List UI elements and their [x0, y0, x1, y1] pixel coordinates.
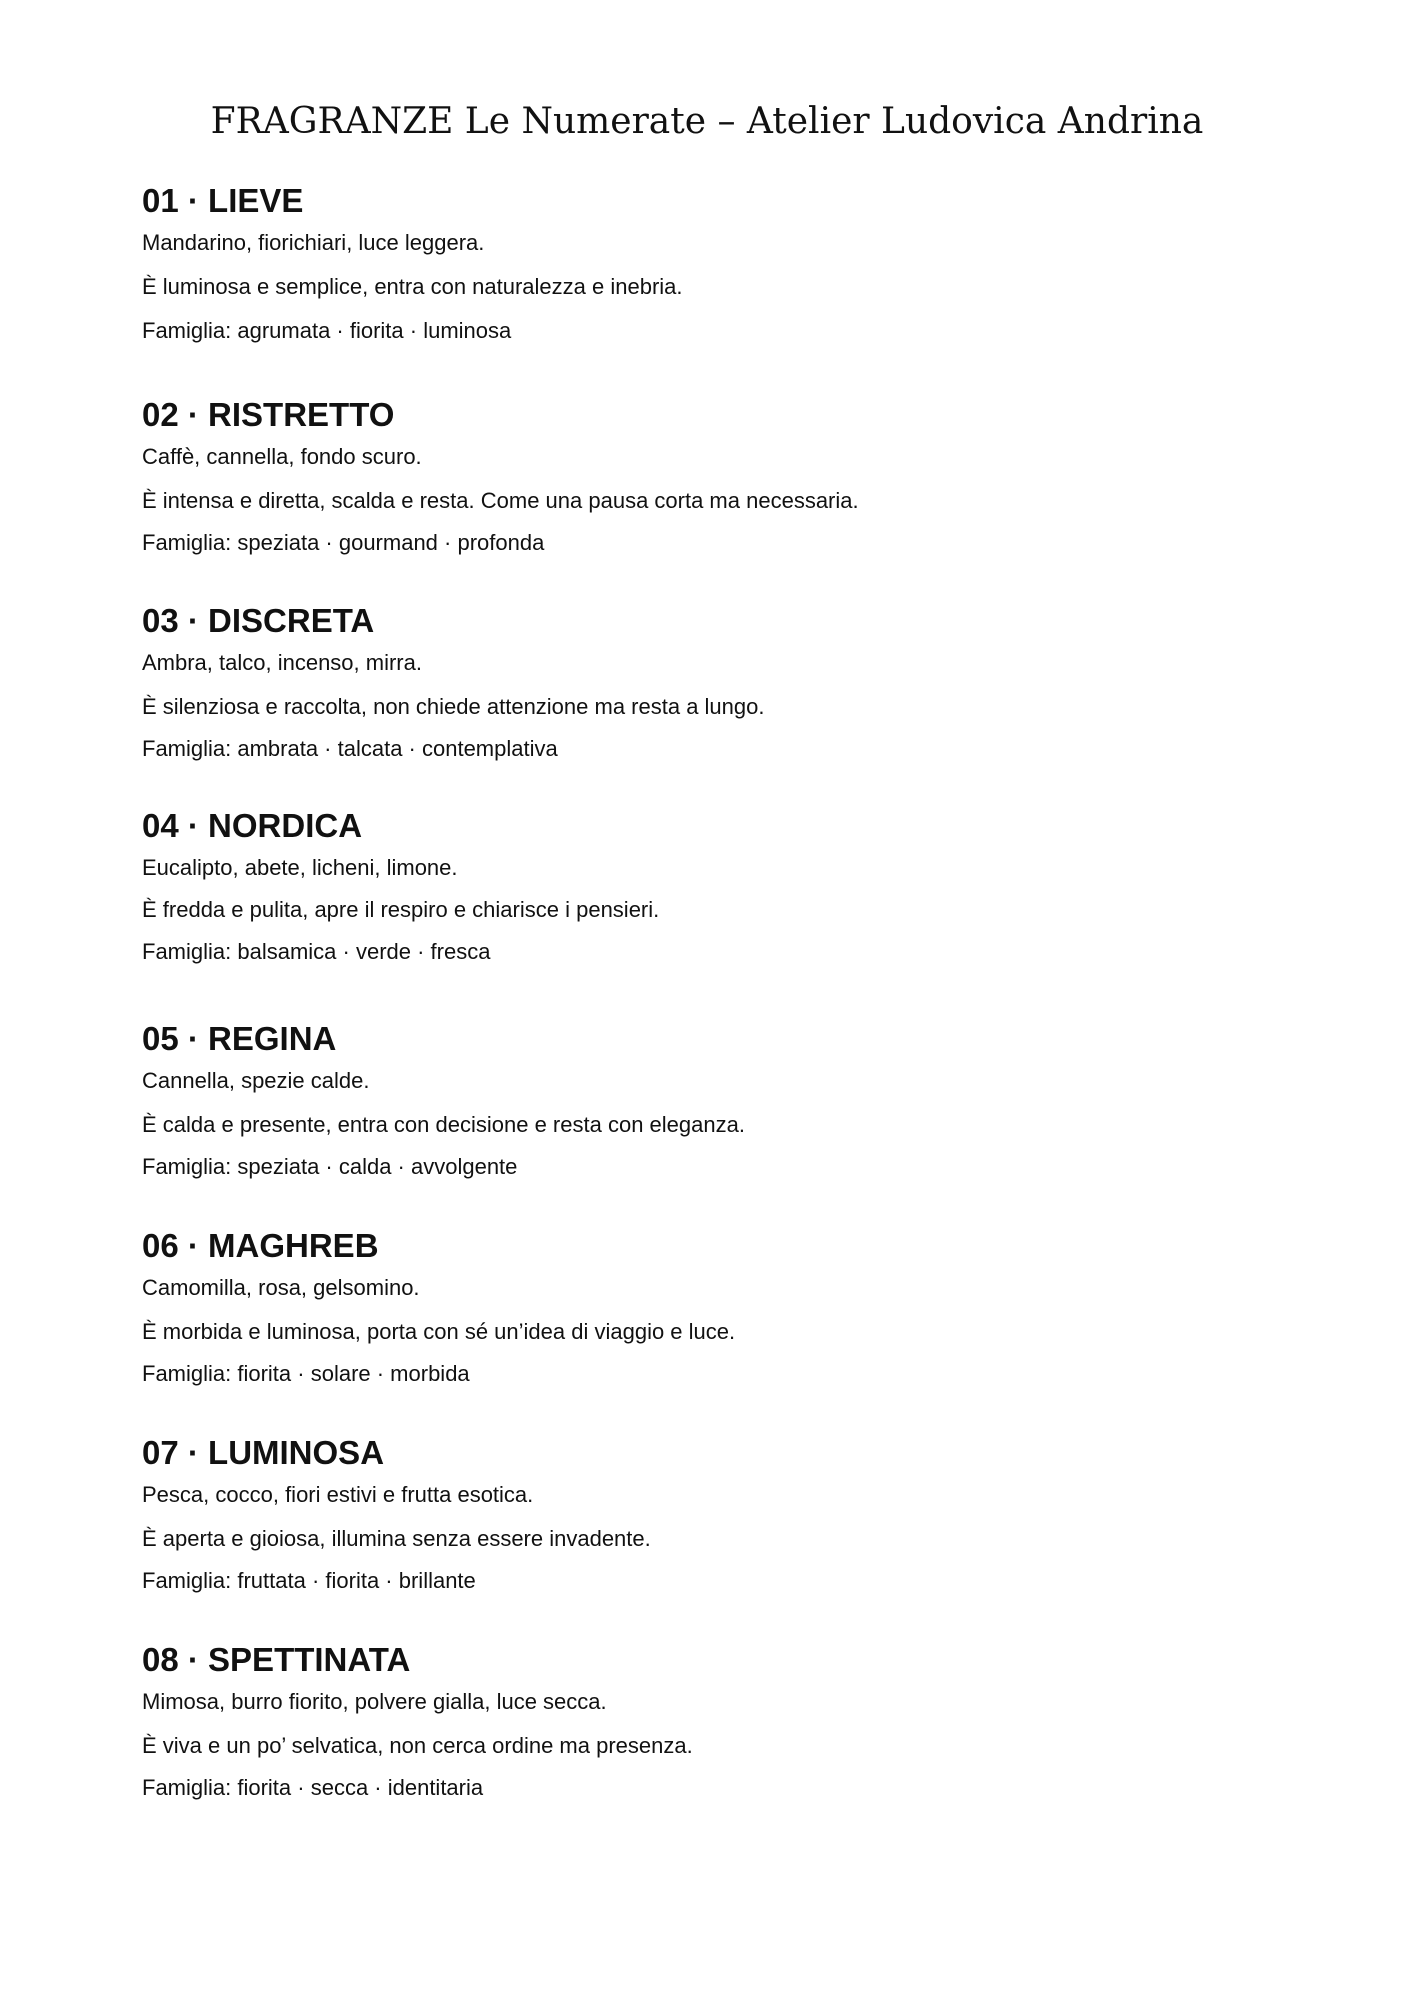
fragrance-description: È silenziosa e raccolta, non chiede attenzione ma resta a lungo. [142, 694, 765, 719]
fragrance-family: Famiglia: speziata · gourmand · profonda [142, 530, 545, 555]
fragrance-heading: 02 · RISTRETTO [142, 396, 395, 433]
fragrance-family: Famiglia: balsamica · verde · fresca [142, 939, 491, 964]
fragrance-heading: 08 · SPETTINATA [142, 1641, 411, 1678]
fragrance-description: È intensa e diretta, scalda e resta. Come una pausa corta ma necessaria. [142, 488, 859, 513]
fragrance-entry-06 [142, 1226, 1272, 1387]
fragrance-entry-07 [142, 1433, 1272, 1594]
fragrance-heading: 07 · LUMINOSA [142, 1434, 385, 1471]
fragrance-notes: Camomilla, rosa, gelsomino. [142, 1275, 420, 1300]
fragrance-notes: Cannella, spezie calde. [142, 1068, 370, 1093]
fragrance-description: È aperta e gioiosa, illumina senza essere invadente. [142, 1526, 651, 1551]
fragrance-notes: Eucalipto, abete, licheni, limone. [142, 855, 458, 880]
fragrance-entry-03 [142, 601, 1272, 762]
fragrance-description: È luminosa e semplice, entra con naturalezza e inebria. [142, 274, 683, 299]
page-title: FRAGRANZE Le Numerate – Atelier Ludovica Andrina [210, 101, 1204, 142]
fragrance-description: È calda e presente, entra con decisione e resta con eleganza. [142, 1112, 745, 1137]
fragrance-heading: 06 · MAGHREB [142, 1227, 379, 1264]
fragrance-notes: Ambra, talco, incenso, mirra. [142, 650, 422, 675]
fragrance-family: Famiglia: fruttata · fiorita · brillante [142, 1568, 476, 1593]
fragrance-notes: Pesca, cocco, fiori estivi e frutta esotica. [142, 1482, 534, 1507]
fragrance-heading: 03 · DISCRETA [142, 602, 375, 639]
fragrance-family: Famiglia: fiorita · solare · morbida [142, 1361, 470, 1386]
fragrance-entry-05 [142, 1019, 1272, 1180]
fragrance-heading: 05 · REGINA [142, 1020, 337, 1057]
fragrance-family: Famiglia: agrumata · fiorita · luminosa [142, 318, 512, 343]
fragrance-description: È fredda e pulita, apre il respiro e chiarisce i pensieri. [142, 897, 660, 922]
fragrance-family: Famiglia: ambrata · talcata · contemplativa [142, 736, 558, 761]
fragrance-entry-04 [142, 806, 1272, 965]
fragrance-heading: 01 · LIEVE [142, 182, 304, 219]
fragrance-notes: Caffè, cannella, fondo scuro. [142, 444, 422, 469]
fragrance-description: È morbida e luminosa, porta con sé un’idea di viaggio e luce. [142, 1319, 736, 1344]
fragrance-family: Famiglia: fiorita · secca · identitaria [142, 1775, 484, 1800]
fragrance-description: È viva e un po’ selvatica, non cerca ordine ma presenza. [142, 1733, 693, 1758]
fragrance-entry-01 [142, 181, 1272, 344]
fragrance-entry-08 [142, 1640, 1272, 1801]
fragrance-heading: 04 · NORDICA [142, 807, 363, 844]
fragrance-notes: Mandarino, fiorichiari, luce leggera. [142, 230, 485, 255]
fragrance-entry-02 [142, 395, 1272, 556]
fragrance-family: Famiglia: speziata · calda · avvolgente [142, 1154, 518, 1179]
fragrance-notes: Mimosa, burro fiorito, polvere gialla, luce secca. [142, 1689, 607, 1714]
